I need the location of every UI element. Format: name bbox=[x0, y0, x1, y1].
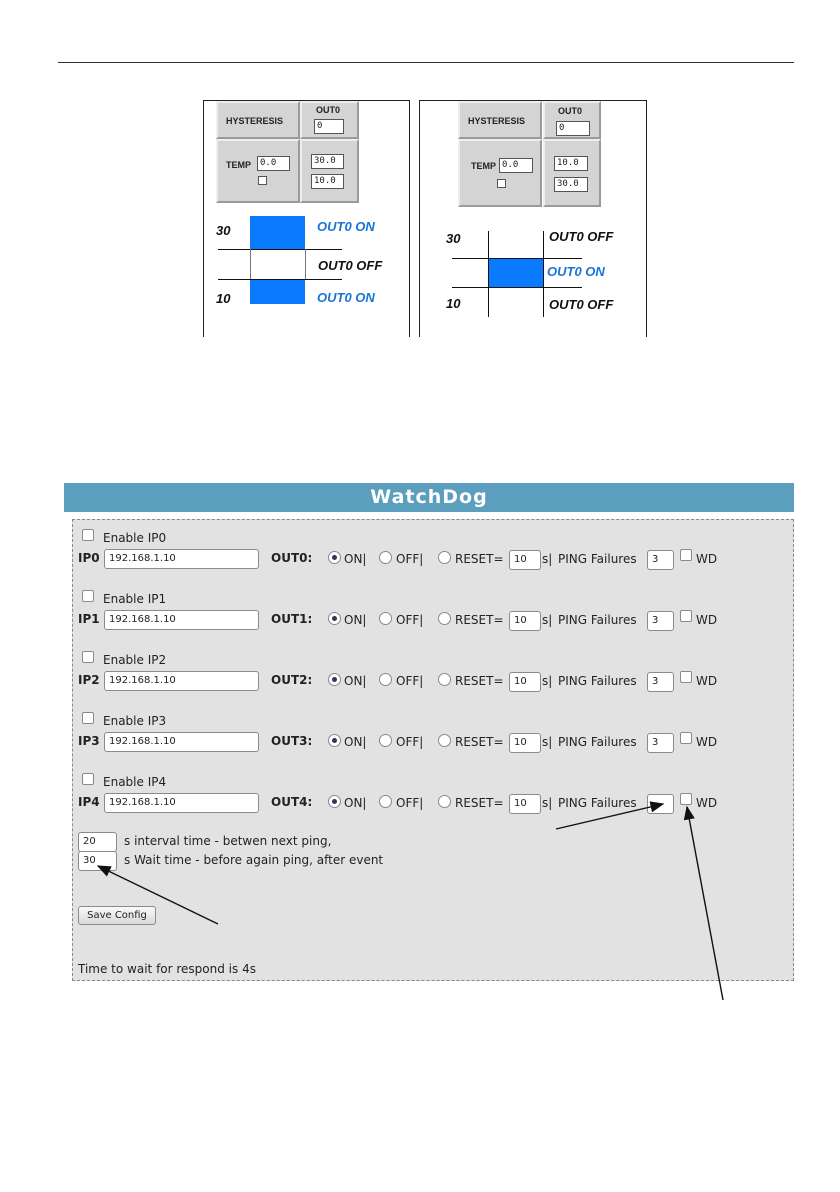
ip-label: IP3 bbox=[78, 734, 100, 748]
level-10-label: 10 bbox=[446, 296, 461, 311]
save-config-button[interactable]: Save Config bbox=[78, 906, 156, 925]
ip-address-input[interactable]: 192.168.1.10 bbox=[104, 610, 259, 630]
on-label: ON| bbox=[344, 552, 367, 566]
state-middle-text: OUT0 ON bbox=[547, 264, 605, 279]
reset-unit-label: s| bbox=[542, 735, 553, 749]
ip-address-input[interactable]: 192.168.1.10 bbox=[104, 793, 259, 813]
lower-input[interactable]: 10.0 bbox=[311, 174, 344, 189]
temp-label: TEMP bbox=[226, 160, 252, 170]
off-label: OFF| bbox=[396, 613, 424, 627]
temp-label: TEMP bbox=[471, 161, 497, 171]
state-bottom-text: OUT0 ON bbox=[317, 290, 375, 305]
ping-failures-label: PING Failures bbox=[558, 552, 637, 566]
out-input[interactable]: 0 bbox=[556, 121, 590, 136]
out-label: OUT4: bbox=[271, 795, 313, 809]
upper-input[interactable]: 10.0 bbox=[554, 156, 588, 171]
reset-label: RESET= bbox=[455, 796, 504, 810]
ip-label: IP1 bbox=[78, 612, 100, 626]
reset-seconds-input[interactable]: 10 bbox=[509, 672, 541, 692]
ping-failures-label: PING Failures bbox=[558, 735, 637, 749]
reset-label: RESET= bbox=[455, 613, 504, 627]
ip-address-input[interactable]: 192.168.1.10 bbox=[104, 671, 259, 691]
enable-ip-label: Enable IP3 bbox=[103, 714, 167, 728]
enable-ip-label: Enable IP2 bbox=[103, 653, 167, 667]
ip-label: IP4 bbox=[78, 795, 100, 809]
arrow-to-wd-checkbox bbox=[687, 807, 723, 1000]
ping-failures-input[interactable]: 3 bbox=[647, 611, 674, 631]
wd-label: WD bbox=[696, 796, 718, 810]
off-label: OFF| bbox=[396, 674, 424, 688]
arrow-to-wait-input bbox=[98, 866, 218, 924]
ping-failures-label: PING Failures bbox=[558, 674, 637, 688]
ip-label: IP0 bbox=[78, 551, 100, 565]
on-label: ON| bbox=[344, 674, 367, 688]
wd-label: WD bbox=[696, 613, 718, 627]
out-label: OUT0: bbox=[271, 551, 313, 565]
arrow-to-ping-failures bbox=[556, 804, 663, 829]
enable-ip-label: Enable IP0 bbox=[103, 531, 167, 545]
ip-label: IP2 bbox=[78, 673, 100, 687]
on-label: ON| bbox=[344, 796, 367, 810]
state-top-text: OUT0 OFF bbox=[549, 229, 614, 244]
wd-label: WD bbox=[696, 735, 718, 749]
ping-failures-label: PING Failures bbox=[558, 613, 637, 627]
ip-address-input[interactable]: 192.168.1.10 bbox=[104, 549, 259, 569]
reset-seconds-input[interactable]: 10 bbox=[509, 794, 541, 814]
footer-note: Time to wait for respond is 4s bbox=[78, 962, 256, 976]
ping-failures-input[interactable]: 3 bbox=[647, 733, 674, 753]
ip-address-input[interactable]: 192.168.1.10 bbox=[104, 732, 259, 752]
ping-failures-input[interactable]: 3 bbox=[647, 672, 674, 692]
on-label: ON| bbox=[344, 613, 367, 627]
off-label: OFF| bbox=[396, 552, 424, 566]
out-label: OUT3: bbox=[271, 734, 313, 748]
off-label: OFF| bbox=[396, 735, 424, 749]
temp-input[interactable]: 0.0 bbox=[499, 158, 533, 173]
off-label: OFF| bbox=[396, 796, 424, 810]
reset-seconds-input[interactable]: 10 bbox=[509, 733, 541, 753]
level-30-label: 30 bbox=[216, 223, 231, 238]
out-label: OUT2: bbox=[271, 673, 313, 687]
reset-unit-label: s| bbox=[542, 796, 553, 810]
on-label: ON| bbox=[344, 735, 367, 749]
out-input[interactable]: 0 bbox=[314, 119, 344, 134]
level-30-label: 30 bbox=[446, 231, 461, 246]
wait-label: s Wait time - before again ping, after event bbox=[124, 853, 384, 867]
out-header: OUT0 bbox=[316, 105, 341, 115]
wd-label: WD bbox=[696, 552, 718, 566]
temp-input[interactable]: 0.0 bbox=[257, 156, 290, 171]
ping-failures-input[interactable]: 3 bbox=[647, 550, 674, 570]
reset-unit-label: s| bbox=[542, 552, 553, 566]
upper-input[interactable]: 30.0 bbox=[311, 154, 344, 169]
watchdog-title: WatchDog bbox=[64, 483, 794, 512]
level-10-label: 10 bbox=[216, 291, 231, 306]
reset-label: RESET= bbox=[455, 674, 504, 688]
state-top-text: OUT0 ON bbox=[317, 219, 375, 234]
reset-unit-label: s| bbox=[542, 674, 553, 688]
out-header: OUT0 bbox=[558, 106, 583, 116]
hysteresis-label: HYSTERESIS bbox=[226, 116, 284, 126]
lower-input[interactable]: 30.0 bbox=[554, 177, 588, 192]
enable-ip-label: Enable IP1 bbox=[103, 592, 167, 606]
wd-label: WD bbox=[696, 674, 718, 688]
reset-label: RESET= bbox=[455, 735, 504, 749]
wait-input[interactable]: 30 bbox=[78, 851, 117, 871]
interval-input[interactable]: 20 bbox=[78, 832, 117, 852]
reset-seconds-input[interactable]: 10 bbox=[509, 550, 541, 570]
state-bottom-text: OUT0 OFF bbox=[549, 297, 614, 312]
reset-seconds-input[interactable]: 10 bbox=[509, 611, 541, 631]
hysteresis-label: HYSTERESIS bbox=[468, 116, 526, 126]
reset-label: RESET= bbox=[455, 552, 504, 566]
out-label: OUT1: bbox=[271, 612, 313, 626]
enable-ip-label: Enable IP4 bbox=[103, 775, 167, 789]
interval-label: s interval time - betwen next ping, bbox=[124, 834, 332, 848]
reset-unit-label: s| bbox=[542, 613, 553, 627]
state-middle-text: OUT0 OFF bbox=[318, 258, 383, 273]
ping-failures-label: PING Failures bbox=[558, 796, 637, 810]
